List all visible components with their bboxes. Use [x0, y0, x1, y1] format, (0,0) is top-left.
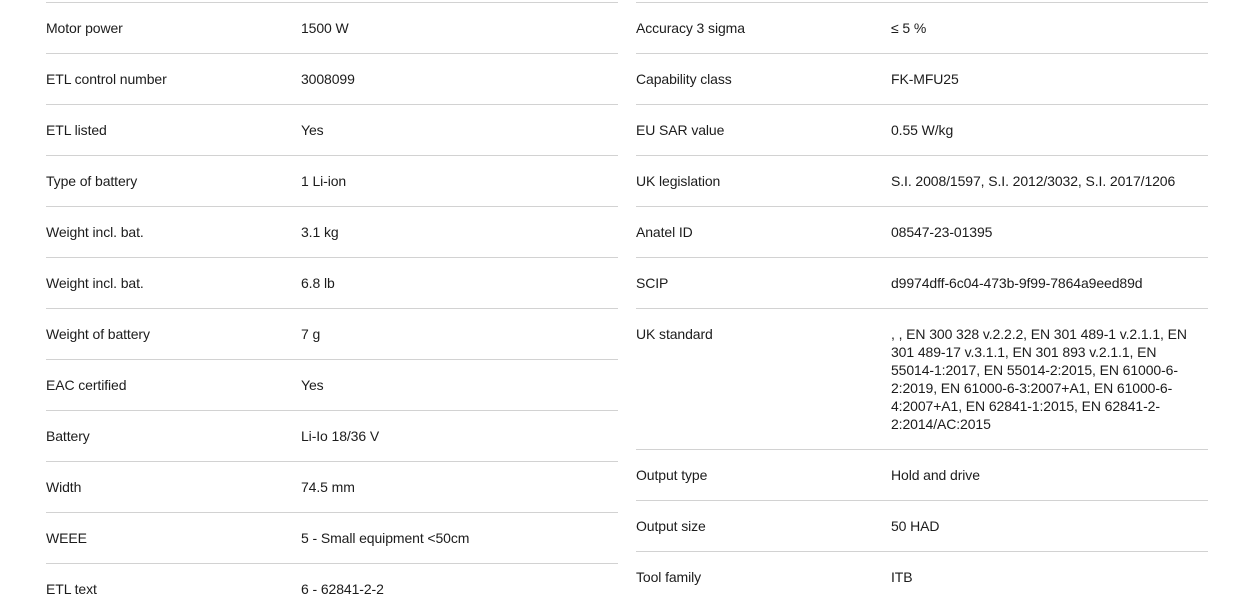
spec-attribute-value: Yes [301, 377, 324, 393]
spec-row [636, 449, 1208, 500]
spec-attribute-value: 3.1 kg [301, 224, 339, 240]
spec-attribute-label: UK standard [636, 326, 713, 342]
spec-attribute-label: EAC certified [46, 377, 127, 393]
spec-attribute-label: Type of battery [46, 173, 138, 189]
spec-row [636, 500, 1208, 551]
spec-attribute-value: 6 - 62841-2-2 [301, 581, 384, 597]
spec-attribute-value: 74.5 mm [301, 479, 355, 495]
spec-row [46, 155, 618, 206]
spec-attribute-label: SCIP [636, 275, 669, 291]
spec-attribute-label: Accuracy 3 sigma [636, 20, 745, 36]
spec-row [46, 2, 618, 53]
spec-row [46, 410, 618, 461]
spec-attribute-value: 08547-23-01395 [891, 224, 993, 240]
spec-attribute-label: Output type [636, 467, 708, 483]
spec-attribute-label: Weight incl. bat. [46, 224, 144, 240]
spec-row [636, 104, 1208, 155]
spec-attribute-value: 3008099 [301, 71, 355, 87]
spec-row [636, 257, 1208, 308]
spec-attribute-value: , , EN 300 328 v.2.2.2, EN 301 489-1 v.2.1.1, EN 301 489-17 v.3.1.1, EN 301 893 v.2.1.1, EN 55014-1:2017, EN 55014-2:2015, EN 61000-6-2:2019, EN 61000-6-3:2007+A1, EN 61000-6-4:2007+A1, EN 62841-1:2015, EN 62841-2-2:2014/AC:2015 [891, 326, 1187, 432]
spec-row [46, 461, 618, 512]
spec-attribute-value: Hold and drive [891, 467, 980, 483]
spec-row [46, 308, 618, 359]
spec-attribute-label: ETL listed [46, 122, 107, 138]
spec-row [46, 359, 618, 410]
spec-attribute-value: S.I. 2008/1597, S.I. 2012/3032, S.I. 2017/1206 [891, 173, 1176, 189]
spec-attribute-label: Weight incl. bat. [46, 275, 144, 291]
spec-column-left [46, 2, 618, 612]
spec-row [636, 155, 1208, 206]
spec-attribute-label: ETL text [46, 581, 97, 597]
spec-row [636, 2, 1208, 53]
spec-row [46, 257, 618, 308]
spec-attribute-label: WEEE [46, 530, 87, 546]
spec-attribute-value: Li-Io 18/36 V [301, 428, 380, 444]
spec-attribute-label: Motor power [46, 20, 123, 36]
spec-attribute-value: 7 g [301, 326, 321, 342]
spec-attribute-value: ≤ 5 % [891, 20, 927, 36]
spec-attribute-label: Output size [636, 518, 706, 534]
spec-attribute-label: Capability class [636, 71, 732, 87]
spec-attribute-value: d9974dff-6c04-473b-9f99-7864a9eed89d [891, 275, 1143, 291]
spec-attribute-value: ITB [891, 569, 913, 585]
spec-attribute-label: Anatel ID [636, 224, 693, 240]
spec-attribute-value: 1 Li-ion [301, 173, 347, 189]
spec-row [46, 563, 618, 612]
spec-attribute-label: ETL control number [46, 71, 167, 87]
spec-attribute-label: Weight of battery [46, 326, 150, 342]
spec-row [46, 104, 618, 155]
spec-column-right [636, 2, 1208, 612]
spec-row [636, 551, 1208, 602]
spec-row [636, 53, 1208, 104]
spec-attribute-value: 50 HAD [891, 518, 940, 534]
spec-attribute-value: Yes [301, 122, 324, 138]
spec-attribute-label: Tool family [636, 569, 702, 585]
spec-attribute-label: Battery [46, 428, 90, 444]
spec-row [636, 308, 1208, 449]
spec-attribute-value: 1500 W [301, 20, 349, 36]
specifications-table [46, 2, 1208, 612]
spec-attribute-value: 6.8 lb [301, 275, 335, 291]
spec-row [46, 206, 618, 257]
spec-attribute-value: 0.55 W/kg [891, 122, 954, 138]
spec-row [46, 512, 618, 563]
spec-attribute-label: EU SAR value [636, 122, 725, 138]
spec-attribute-label: UK legislation [636, 173, 721, 189]
spec-row [636, 206, 1208, 257]
spec-attribute-label: Width [46, 479, 82, 495]
spec-row [46, 53, 618, 104]
spec-attribute-value: FK-MFU25 [891, 71, 959, 87]
spec-attribute-value: 5 - Small equipment <50cm [301, 530, 470, 546]
